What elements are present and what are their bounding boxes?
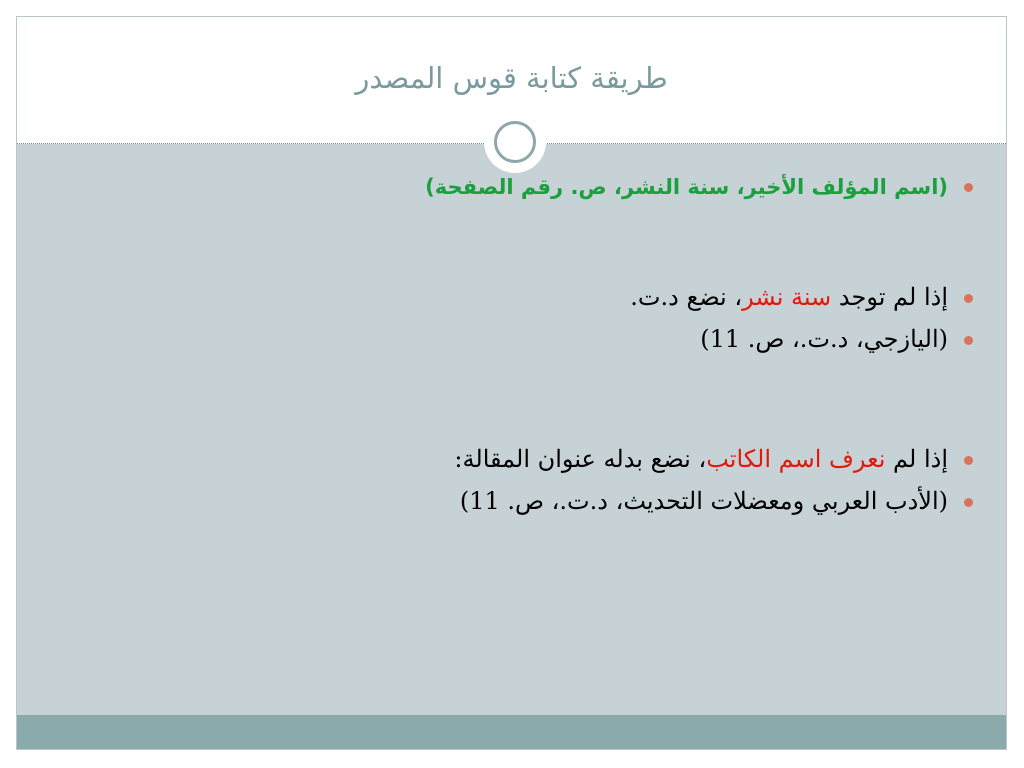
no-year-text-before: إذا لم توجد: [831, 283, 948, 311]
example-1-text: (اليازجي، د.ت.، ص. 11): [700, 325, 948, 353]
slide-title: طريقة كتابة قوس المصدر: [355, 61, 668, 95]
slide: [16, 16, 1007, 750]
circle-ring-icon: [494, 121, 536, 163]
no-author-text-after: ، نضع بدله عنوان المقالة:: [454, 445, 707, 473]
bullet-item-citation-format: [76, 169, 976, 204]
citation-format-text: (اسم المؤلف الأخير، سنة النشر، ص. رقم الصفحة): [425, 175, 948, 199]
no-author-highlight: نعرف اسم الكاتب: [706, 445, 886, 473]
no-year-highlight: سنة نشر: [742, 283, 832, 311]
no-author-text-before: إذا لم: [885, 445, 948, 473]
bullet-item-example-2: [76, 484, 976, 518]
bullet-item-example-1: [76, 322, 976, 356]
no-year-text-after: ، نضع د.ت.: [630, 283, 743, 311]
bullet-item-no-year: [76, 280, 976, 314]
bullet-item-no-author: [76, 442, 976, 476]
bullet-list: [76, 169, 976, 518]
footer-bar: [17, 715, 1006, 749]
example-2-text: (الأدب العربي ومعضلات التحديث، د.ت.، ص. 11): [459, 487, 948, 515]
